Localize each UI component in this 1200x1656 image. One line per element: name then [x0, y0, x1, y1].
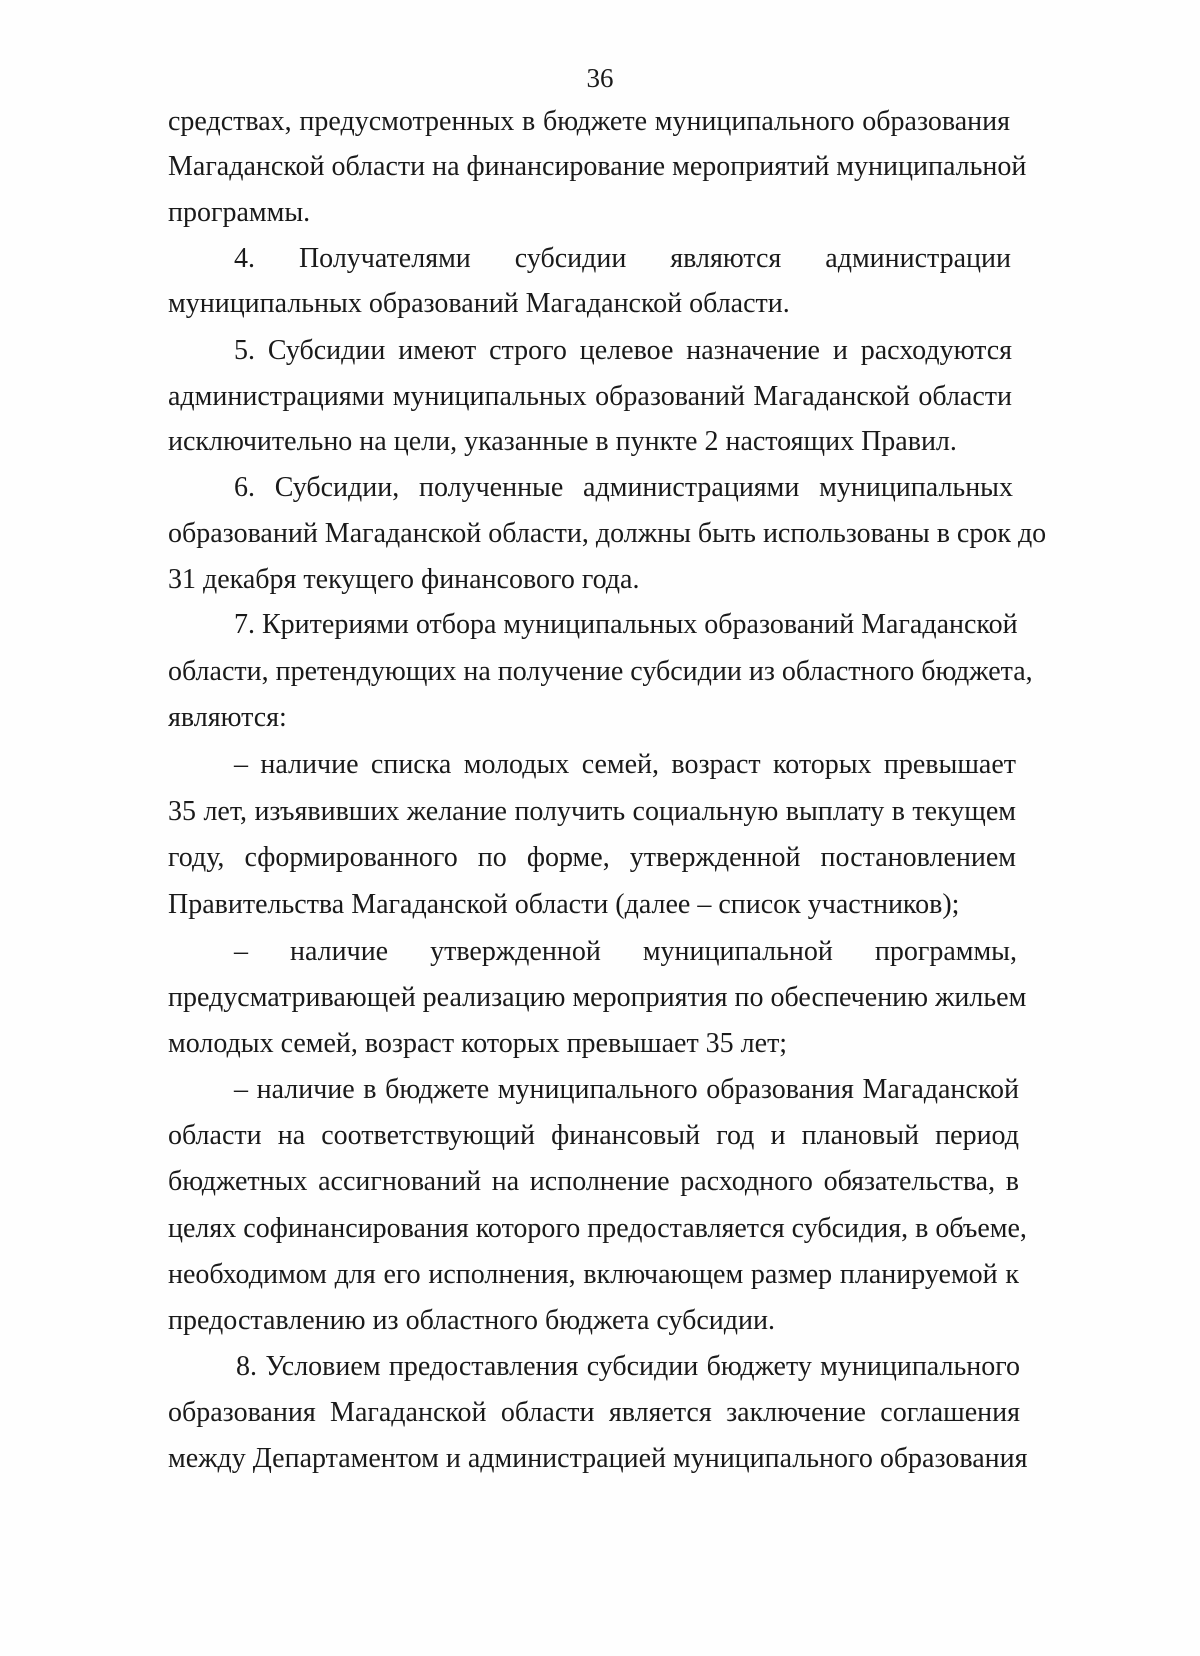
text-line: 8. Условием предоставления субсидии бюджету муниципального [236, 1351, 1020, 1382]
text-line: Магаданской области на финансирование мероприятий муниципальной [168, 151, 1027, 182]
text-line: между Департаментом и администрацией муниципального образования [168, 1443, 1028, 1474]
text-line: муниципальных образований Магаданской области. [168, 288, 790, 319]
text-line: предоставлению из областного бюджета субсидии. [168, 1305, 775, 1336]
text-line: администрациями муниципальных образований Магаданской области [168, 381, 1012, 412]
text-line: году, сформированного по форме, утвержденной постановлением [168, 842, 1016, 873]
text-line: бюджетных ассигнований на исполнение расходного обязательства, в [168, 1166, 1019, 1197]
text-line: 5. Субсидии имеют строго целевое назначение и расходуются [234, 335, 1012, 366]
text-line: программы. [168, 197, 311, 228]
text-line: средствах, предусмотренных в бюджете муниципального образования [168, 106, 1010, 137]
text-line: целях софинансирования которого предоставляется субсидия, в объеме, [168, 1213, 1027, 1244]
text-line: 7. Критериями отбора муниципальных образований Магаданской [234, 609, 1018, 640]
text-line: 35 лет, изъявивших желание получить социальную выплату в текущем [168, 796, 1016, 827]
text-line: – наличие утвержденной муниципальной программы, [234, 936, 1017, 967]
text-line: 4. Получателями субсидии являются администрации [234, 243, 1011, 274]
text-line: необходимом для его исполнения, включающем размер планируемой к [168, 1259, 1019, 1290]
text-line: – наличие в бюджете муниципального образования Магаданской [234, 1074, 1019, 1105]
text-line: – наличие списка молодых семей, возраст которых превышает [234, 749, 1016, 780]
text-line: исключительно на цели, указанные в пункте 2 настоящих Правил. [168, 426, 957, 457]
text-line: области, претендующих на получение субсидии из областного бюджета, [168, 656, 1033, 687]
text-line: предусматривающей реализацию мероприятия по обеспечению жильем [168, 982, 1027, 1013]
text-line: образований Магаданской области, должны быть использованы в срок до [168, 518, 1047, 549]
text-line: являются: [168, 702, 287, 733]
page-number: 36 [586, 63, 614, 93]
text-line: молодых семей, возраст которых превышает 35 лет; [168, 1028, 788, 1059]
text-line: 31 декабря текущего финансового года. [168, 564, 640, 595]
text-line: 6. Субсидии, полученные администрациями муниципальных [234, 472, 1013, 503]
text-line: области на соответствующий финансовый год и плановый период [168, 1120, 1019, 1151]
text-line: образования Магаданской области является заключение соглашения [168, 1397, 1020, 1428]
text-line: Правительства Магаданской области (далее – список участников); [168, 889, 960, 920]
